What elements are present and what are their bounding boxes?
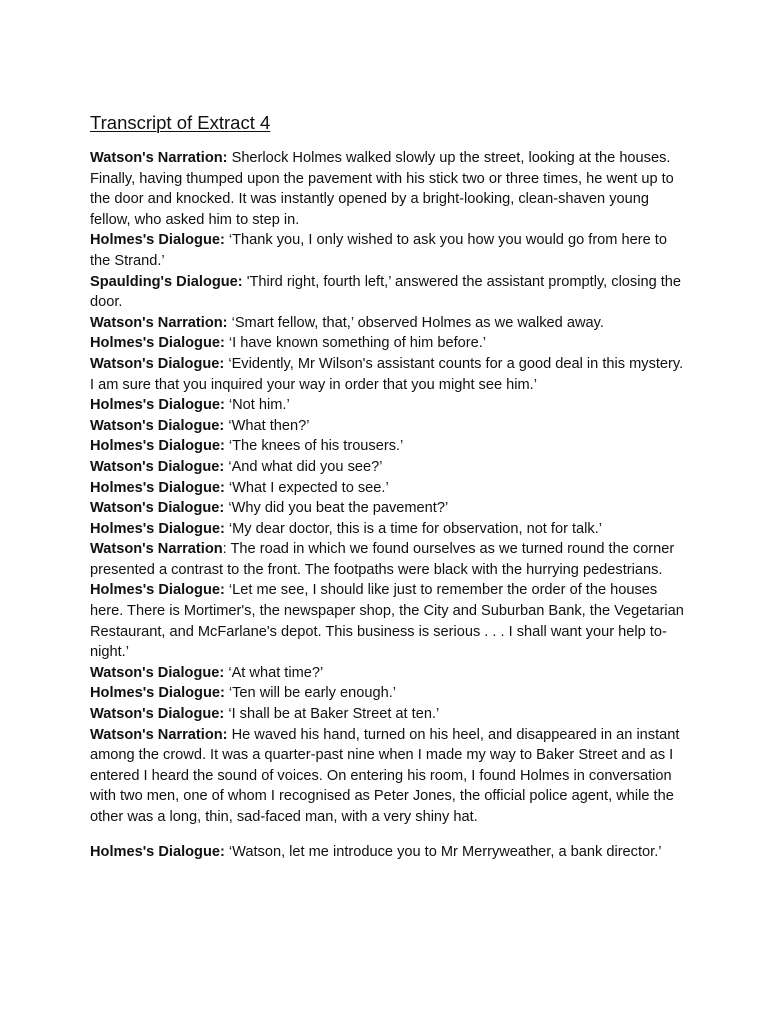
paragraph <box>90 457 686 478</box>
speaker-label: Holmes's Dialogue: <box>90 582 225 599</box>
paragraph-text: ‘Smart fellow, that,’ observed Holmes as we walked away. <box>227 314 604 331</box>
paragraph <box>90 230 686 271</box>
speaker-label: Watson's Dialogue: <box>90 417 225 434</box>
speaker-label: Holmes's Dialogue: <box>90 843 225 860</box>
paragraph-text: ‘Let me see, I should like just to remember the order of the houses here. There is Mortimer's, the newspaper shop, the City and Suburban Bank, the Vegetarian Restaurant, and McFarlane's depot. This business is serious . . . I shall want your help to-night.’ <box>90 582 684 661</box>
document-title: Transcript of Extract 4 <box>90 112 271 133</box>
paragraph-text: Sherlock Holmes walked slowly up the street, looking at the houses. Finally, having thumped upon the pavement with his stick two or three times, he went up to the door and knocked. It was instantly opened by a bright-looking, clean-shaven young fellow, who asked him to step in. <box>90 150 674 228</box>
paragraph-text: ‘Evidently, Mr Wilson's assistant counts for a good deal in this mystery. I am sure that you inquired your way in order that you might see him.’ <box>90 355 684 393</box>
paragraph <box>90 539 686 580</box>
document-page <box>90 112 686 862</box>
speaker-label: Watson's Narration: <box>90 314 228 331</box>
speaker-label: Watson's Dialogue: <box>90 458 225 475</box>
paragraph <box>90 436 686 457</box>
paragraph-text: ‘What I expected to see.’ <box>224 479 389 496</box>
paragraph-text: ‘Not him.’ <box>224 397 290 414</box>
speaker-label: Holmes's Dialogue: <box>90 397 225 414</box>
speaker-label: Watson's Narration: <box>90 150 228 166</box>
paragraph <box>90 333 686 354</box>
speaker-label: Watson's Narration <box>90 541 223 558</box>
paragraph <box>90 313 686 334</box>
paragraph-text: ‘Why did you beat the pavement?’ <box>224 500 449 517</box>
paragraph <box>90 704 686 725</box>
paragraph <box>90 498 686 519</box>
paragraph <box>90 842 686 863</box>
paragraph-text: ‘At what time?’ <box>224 664 324 681</box>
speaker-label: Watson's Dialogue: <box>90 500 225 517</box>
paragraph-text: He waved his hand, turned on his heel, and disappeared in an instant among the crowd. It was a quarter-past nine when I made my way to Baker Street and as I entered I heard the sound of voices. On entering his room, I found Holmes in conversation with two men, one of whom I recognised as Peter Jones, the official police agent, while the other was a long, thin, sad-faced man, with a very shiny hat. <box>90 726 680 825</box>
speaker-label: Holmes's Dialogue: <box>90 520 225 537</box>
speaker-label: Watson's Dialogue: <box>90 706 225 723</box>
paragraph-text: ‘Thank you, I only wished to ask you how you would go from here to the Strand.’ <box>90 232 667 269</box>
paragraph-text: ‘What then?’ <box>224 417 310 434</box>
paragraph <box>90 416 686 437</box>
paragraph <box>90 478 686 499</box>
paragraph-text: ‘And what did you see?’ <box>224 458 383 475</box>
paragraph-text: 'Third right, fourth left,’ answered the assistant promptly, closing the door. <box>90 273 682 311</box>
paragraph-text: : The road in which we found ourselves as we turned round the corner presented a contrast to the front. The footpaths were black with the hurrying pedestrians. <box>90 541 675 578</box>
paragraph <box>90 519 686 540</box>
paragraph-text: ‘The knees of his trousers.’ <box>224 438 404 455</box>
speaker-label: Watson's Dialogue: <box>90 355 225 372</box>
paragraph <box>90 354 686 395</box>
speaker-label: Watson's Narration: <box>90 726 228 743</box>
paragraph <box>90 683 686 704</box>
paragraph-text: ‘Ten will be early enough.’ <box>224 685 397 702</box>
paragraph-text: ‘My dear doctor, this is a time for observation, not for talk.’ <box>224 520 603 537</box>
paragraph <box>90 580 686 662</box>
paragraph-text: ‘Watson, let me introduce you to Mr Merryweather, a bank director.’ <box>224 843 662 860</box>
paragraph <box>90 148 686 230</box>
paragraph <box>90 272 686 313</box>
paragraph-text: ‘I have known something of him before.’ <box>224 335 487 352</box>
speaker-label: Holmes's Dialogue: <box>90 685 225 702</box>
speaker-label: Spaulding's Dialogue: <box>90 273 243 290</box>
paragraph-text: ‘I shall be at Baker Street at ten.’ <box>224 706 440 723</box>
speaker-label: Holmes's Dialogue: <box>90 438 225 455</box>
paragraph <box>90 725 686 828</box>
paragraph <box>90 395 686 416</box>
paragraph <box>90 663 686 684</box>
speaker-label: Holmes's Dialogue: <box>90 335 225 352</box>
speaker-label: Watson's Dialogue: <box>90 664 225 681</box>
speaker-label: Holmes's Dialogue: <box>90 232 225 249</box>
speaker-label: Holmes's Dialogue: <box>90 479 225 496</box>
